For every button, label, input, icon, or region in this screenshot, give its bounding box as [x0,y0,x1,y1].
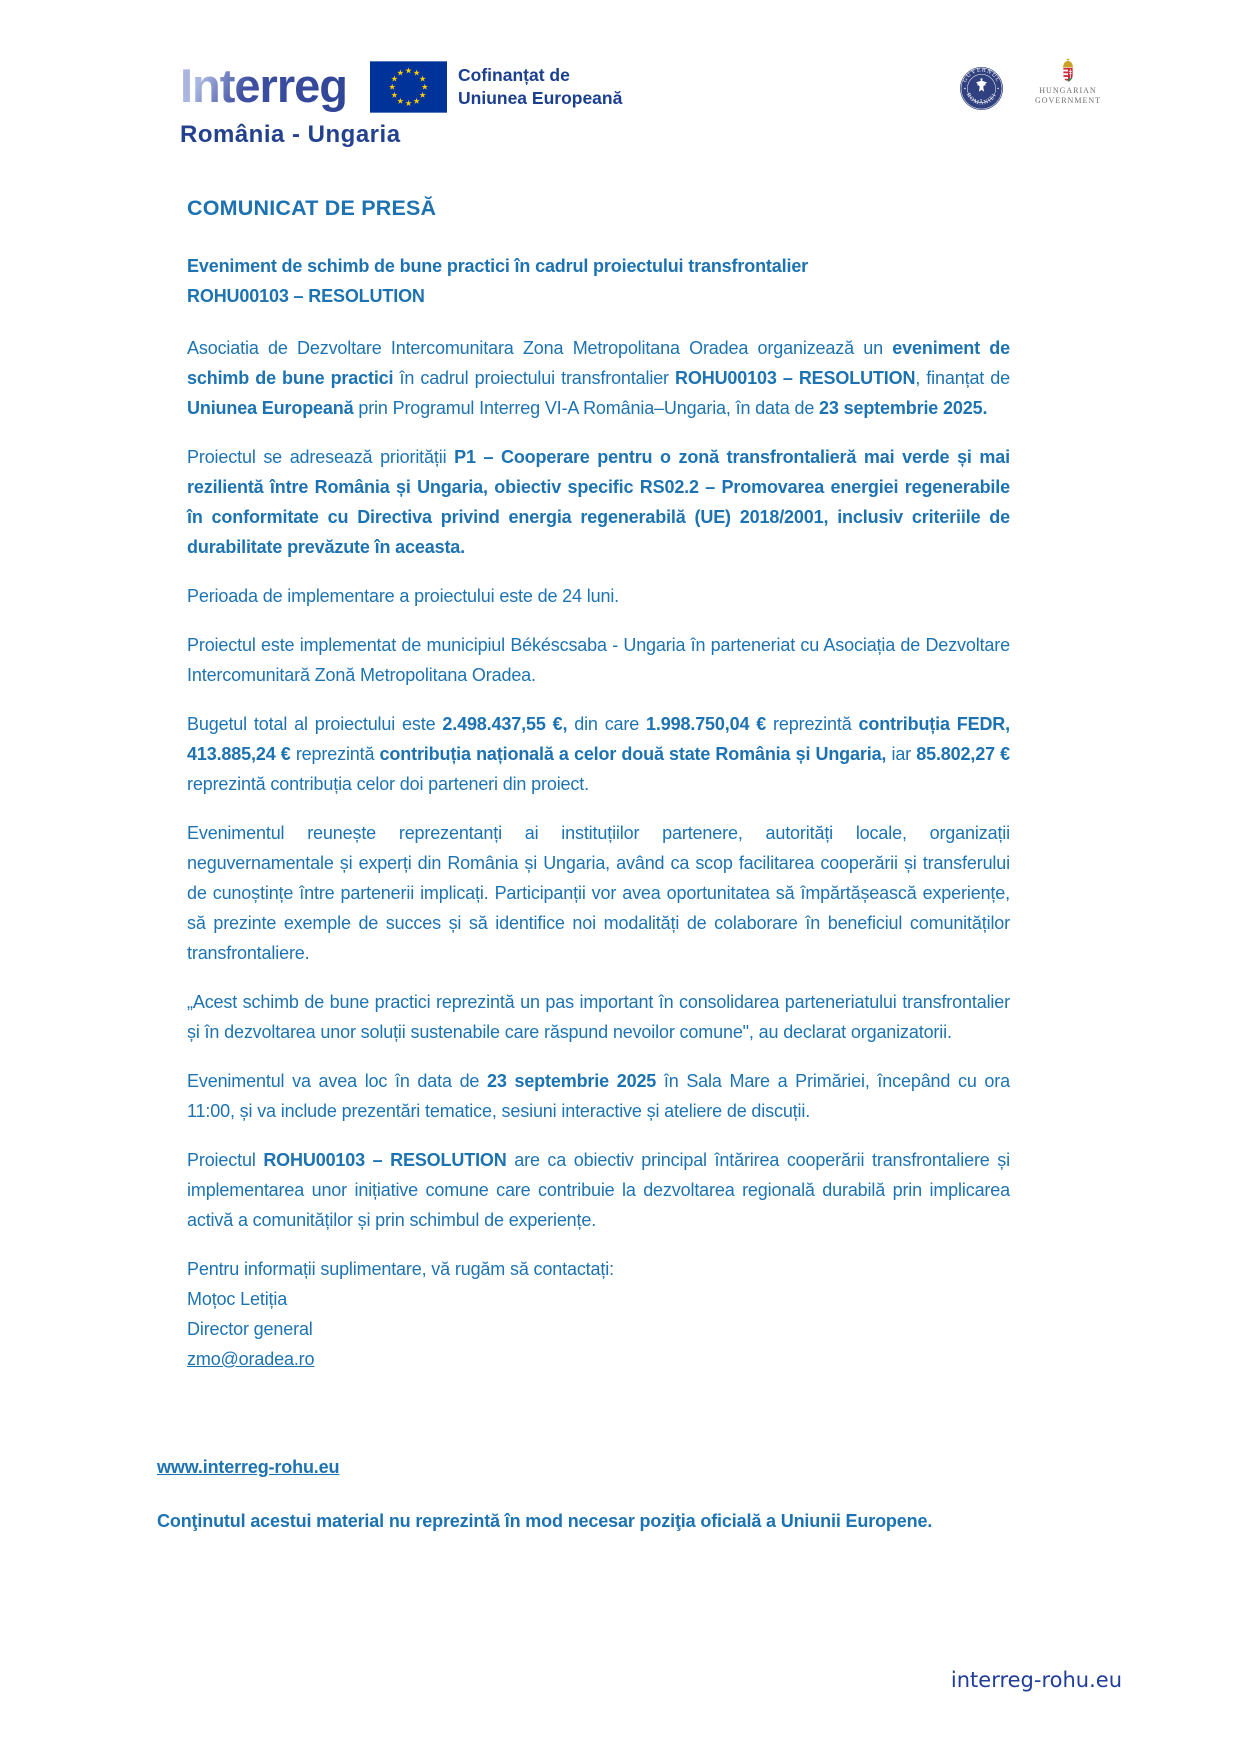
eu-cofunding-label [458,64,622,110]
paragraph: Evenimentul va avea loc în data de 23 septembrie 2025 în Sala Mare a Primăriei, începând cu ora 11:00, și va include prezentări tematice, sesiuni interactive și ateliere de discuții. [187,1071,1010,1121]
paragraph: Perioada de implementare a proiectului este de 24 luni. [187,586,620,606]
paragraph: Bugetul total al proiectului este 2.498.437,55 €, din care 1.998.750,04 € reprezintă contribuția FEDR, 413.885,24 € reprezintă contribuția națională a celor două state România și Ungaria, iar 85.802,27 € reprezintă contribuția celor doi parteneri din proiect. [187,714,1011,794]
contact-block [187,1254,1010,1374]
document-body [187,193,1010,1374]
paragraph: Proiectul este implementat de municipiul Békéscsaba - Ungaria în parteneriat cu Asociația de Dezvoltare Intercomunitară Zonă Metropolitana Oradea. [187,635,1010,685]
paragraph: Evenimentul reunește reprezentanți ai instituțiilor partenere, autorități locale, organizații neguvernamentale și experți din România și Ungaria, având ca scop facilitarea cooperării și transferului de cunoștințe între partenerii implicați. Participanții vor avea oportunitatea să împărtășească experiențe, să prezinte exemple de succes și să identifice noi modalități de colaborare în beneficiul comunităților transfrontaliere. [187,823,1010,963]
seal-text-top: GUVERNUL [961,67,1002,84]
contact-role: Director general [187,1319,313,1339]
footer-site-label: interreg-rohu.eu [950,1668,1122,1692]
program-area-label: România - Ungaria [180,121,401,148]
eu-flag-icon [370,61,447,113]
contact-intro: Pentru informații suplimentare, vă rugăm să contactați: [187,1259,614,1279]
disclaimer-text: Conţinutul acestui material nu reprezintă în mod necesar poziţia oficială a Uniunii Europene. [157,1511,933,1531]
paragraph: Proiectul se adresează priorității P1 – Cooperare pentru o zonă transfrontalieră mai verde și mai rezilientă între România și Ungaria, obiectiv specific RS02.2 – Promovarea energiei regenerabile în conformitate cu Directiva privind energia regenerabilă (UE) 2018/2001, inclusiv criteriile de durabilitate prevăzute în aceasta. [187,447,1010,557]
page-title: COMUNICAT DE PRESĂ [187,196,437,220]
paragraph: Asociatia de Dezvoltare Intercomunitara Zona Metropolitana Oradea organizează un eveniment de schimb de bune practici în cadrul proiectului transfrontalier ROHU00103 – RESOLUTION, finanțat de Uniunea Europeană prin Programul Interreg VI-A România–Ungaria, în data de 23 septembrie 2025. [187,338,1010,418]
hungarian-coat-of-arms-icon [1055,58,1081,84]
interreg-logo: Interreg [180,59,347,112]
seal-text-bottom: ROMÂNIEI [964,92,999,107]
eu-cofunding-line1: Cofinanțat de [458,65,570,85]
hungarian-government-logo [1032,58,1104,106]
program-website-link[interactable]: www.interreg-rohu.eu [157,1457,340,1477]
paragraph: „Acest schimb de bune practici reprezintă un pas important în consolidarea parteneriatului transfrontalier și în dezvoltarea unor soluții sustenabile care răspund nevoilor comune", au declarat organizatorii. [187,992,1010,1042]
contact-email-link[interactable]: zmo@oradea.ro [187,1349,315,1369]
eu-cofunding-line2: Uniunea Europeană [458,88,623,108]
document-subtitle [187,251,1010,311]
paragraphs [187,333,1010,1235]
contact-name: Moțoc Letiția [187,1289,288,1309]
hu-gov-label-line1: HUNGARIAN [1039,86,1097,95]
bottom-block [157,1452,1010,1536]
hu-gov-label-line2: GOVERNMENT [1035,96,1101,105]
romanian-government-seal-icon [959,66,1004,111]
paragraph: Proiectul ROHU00103 – RESOLUTION are ca obiectiv principal întărirea cooperării transfrontaliere și implementarea unor inițiative comune care contribuie la dezvoltarea regională durabilă prin implicarea activă a comunităților și prin schimbul de experiențe. [187,1150,1010,1230]
subtitle-line2: ROHU00103 – RESOLUTION [187,286,425,306]
subtitle-line1: Eveniment de schimb de bune practici în cadrul proiectului transfrontalier [187,256,809,276]
